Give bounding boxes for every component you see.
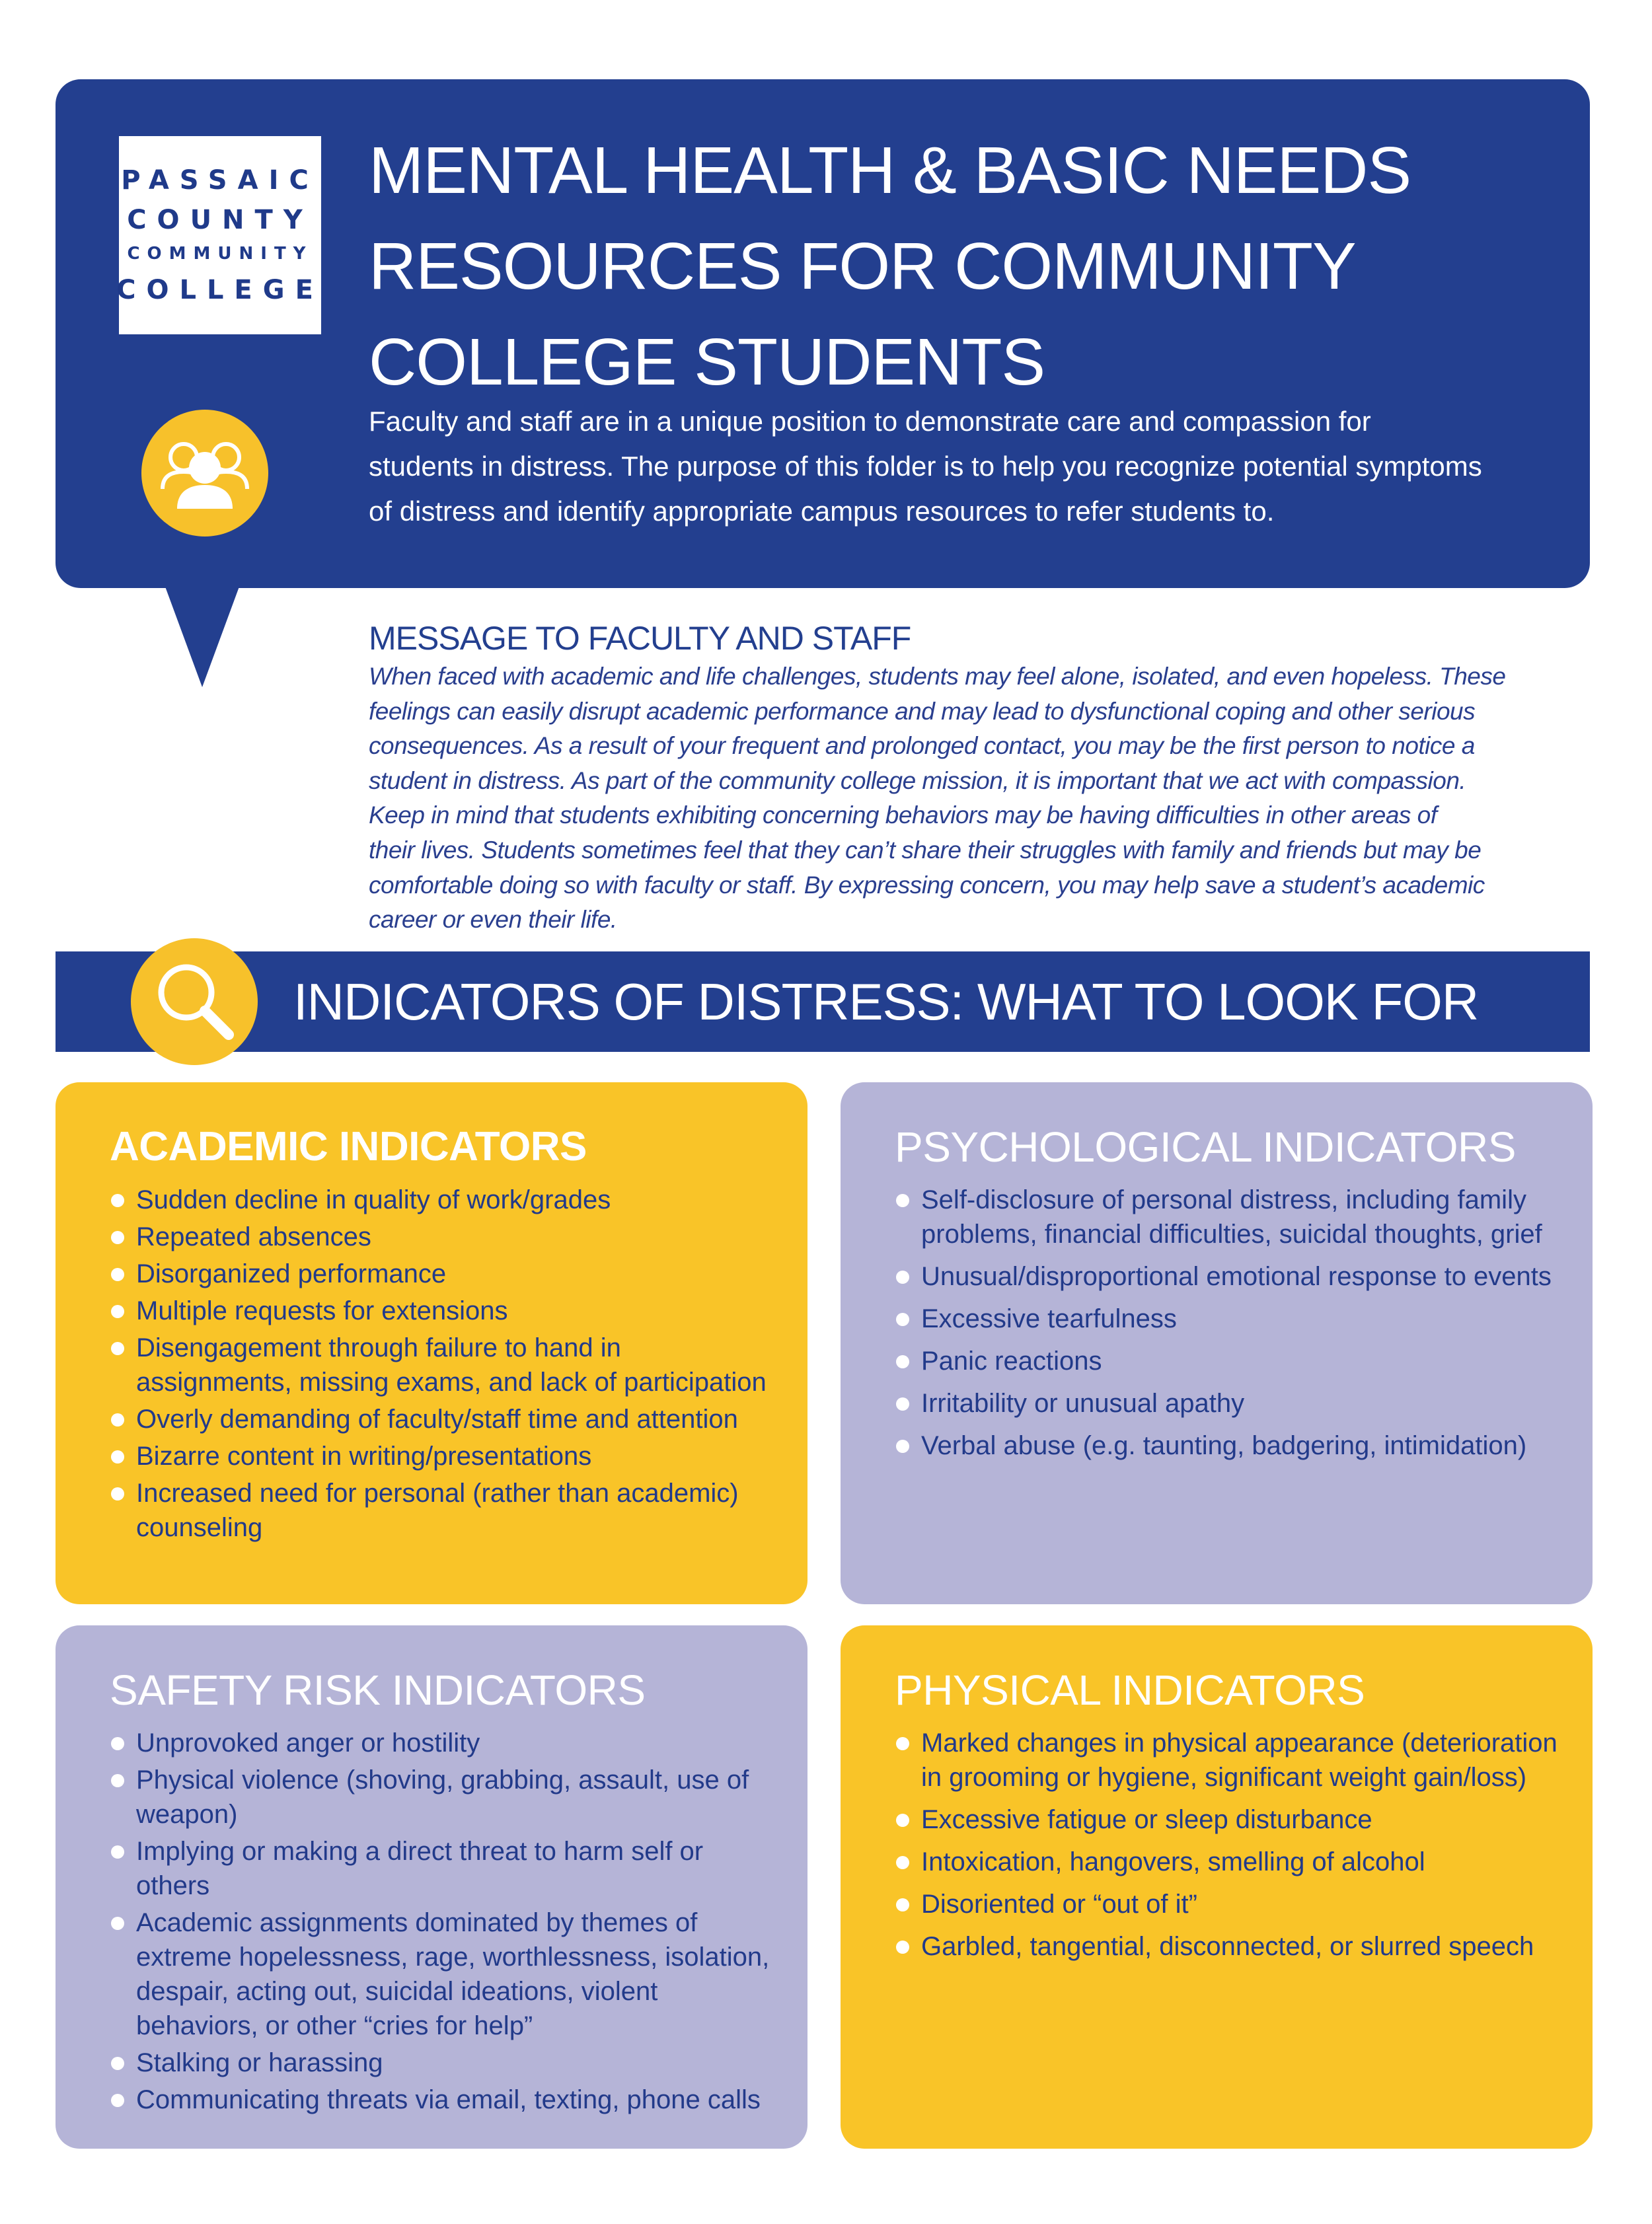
- list-item: Unprovoked anger or hostility: [110, 1726, 781, 1760]
- magnifier-icon: [131, 938, 258, 1065]
- list-item: Implying or making a direct threat to harm self or others: [110, 1834, 781, 1903]
- card-heading: PHYSICAL INDICATORS: [895, 1666, 1365, 1714]
- list-item: Disengagement through failure to hand in assignments, missing exams, and lack of participation: [110, 1331, 781, 1399]
- physical-indicators-card: [841, 1625, 1593, 2149]
- message-line: consequences. As a result of your frequent and prolonged contact, you may be the first person to notice a: [369, 732, 1475, 760]
- list-item: Panic reactions: [895, 1344, 1566, 1378]
- list-item: Disoriented or “out of it”: [895, 1887, 1566, 1921]
- logo-line-2: COUNTY: [127, 205, 313, 235]
- list-item: Excessive tearfulness: [895, 1302, 1566, 1336]
- list-item: Communicating threats via email, texting, phone calls: [110, 2083, 781, 2117]
- message-line: career or even their life.: [369, 906, 617, 934]
- intro-line: of distress and identify appropriate campus resources to refer students to.: [369, 496, 1275, 527]
- card-heading: PSYCHOLOGICAL INDICATORS: [895, 1123, 1516, 1171]
- message-section: [369, 617, 1552, 938]
- list-item: Academic assignments dominated by themes of extreme hopelessness, rage, worthlessness, isolation, despair, acting out, suicidal ideations, violent behaviors, or other “cries for help”: [110, 1906, 781, 2043]
- list-item: Unusual/disproportional emotional response to events: [895, 1259, 1566, 1294]
- indicator-list: [110, 1183, 781, 1545]
- list-item: Sudden decline in quality of work/grades: [110, 1183, 781, 1217]
- title-line: MENTAL HEALTH & BASIC NEEDS: [369, 133, 1411, 207]
- list-item: Marked changes in physical appearance (deterioration in grooming or hygiene, significant weight gain/loss): [895, 1726, 1566, 1795]
- list-item: Physical violence (shoving, grabbing, assault, use of weapon): [110, 1763, 781, 1832]
- message-line: feelings can easily disrupt academic performance and may lead to dysfunctional coping and other serious: [369, 697, 1476, 725]
- message-line: Keep in mind that students exhibiting concerning behaviors may be having difficulties in other areas of: [369, 801, 1437, 829]
- card-heading: ACADEMIC INDICATORS: [110, 1124, 587, 1169]
- message-body: [369, 659, 1552, 938]
- card-heading: SAFETY RISK INDICATORS: [110, 1666, 646, 1714]
- indicator-list: [110, 1726, 781, 2117]
- indicator-list: [895, 1726, 1566, 1964]
- indicator-list: [895, 1183, 1566, 1463]
- logo-line-4: COLLEGE: [116, 275, 324, 305]
- list-item: Multiple requests for extensions: [110, 1294, 781, 1328]
- list-item: Increased need for personal (rather than academic) counseling: [110, 1476, 781, 1545]
- list-item: Bizarre content in writing/presentations: [110, 1439, 781, 1473]
- list-item: Excessive fatigue or sleep disturbance: [895, 1802, 1566, 1837]
- message-line: When faced with academic and life challenges, students may feel alone, isolated, and even hopeless. These: [369, 663, 1506, 690]
- psychological-indicators-card: [841, 1082, 1593, 1604]
- list-item: Irritability or unusual apathy: [895, 1386, 1566, 1421]
- college-logo: [116, 136, 324, 334]
- title-line: RESOURCES FOR COMMUNITY: [369, 229, 1356, 303]
- list-item: Disorganized performance: [110, 1257, 781, 1291]
- message-line: their lives. Students sometimes feel that they can’t share their struggles with family and friends but may be: [369, 836, 1482, 864]
- message-heading: MESSAGE TO FACULTY AND STAFF: [369, 620, 911, 657]
- list-item: Repeated absences: [110, 1220, 781, 1254]
- people-group-icon: [141, 410, 268, 537]
- academic-indicators-card: [56, 1082, 807, 1604]
- safety-risk-indicators-card: [56, 1625, 807, 2149]
- message-line: comfortable doing so with faculty or staff. By expressing concern, you may help save a student’s academic: [369, 871, 1485, 899]
- list-item: Intoxication, hangovers, smelling of alcohol: [895, 1845, 1566, 1879]
- message-line: student in distress. As part of the community college mission, it is important that we act with compassion.: [369, 766, 1466, 794]
- logo-line-1: PASSAIC: [121, 165, 319, 196]
- list-item: Overly demanding of faculty/staff time and attention: [110, 1402, 781, 1436]
- list-item: Verbal abuse (e.g. taunting, badgering, intimidation): [895, 1428, 1566, 1463]
- logo-line-3: COMMUNITY: [127, 244, 313, 264]
- intro-line: students in distress. The purpose of this folder is to help you recognize potential symptoms: [369, 451, 1482, 482]
- list-item: Self-disclosure of personal distress, including family problems, financial difficulties, suicidal thoughts, grief: [895, 1183, 1566, 1251]
- speech-bubble-tail: [165, 587, 239, 687]
- list-item: Stalking or harassing: [110, 2046, 781, 2080]
- indicators-title: INDICATORS OF DISTRESS: WHAT TO LOOK FOR: [293, 973, 1479, 1031]
- intro-line: Faculty and staff are in a unique position to demonstrate care and compassion for: [369, 406, 1371, 437]
- intro-paragraph: [369, 399, 1558, 534]
- list-item: Garbled, tangential, disconnected, or slurred speech: [895, 1929, 1566, 1964]
- title-line: COLLEGE STUDENTS: [369, 325, 1045, 399]
- page-title: [369, 123, 1545, 410]
